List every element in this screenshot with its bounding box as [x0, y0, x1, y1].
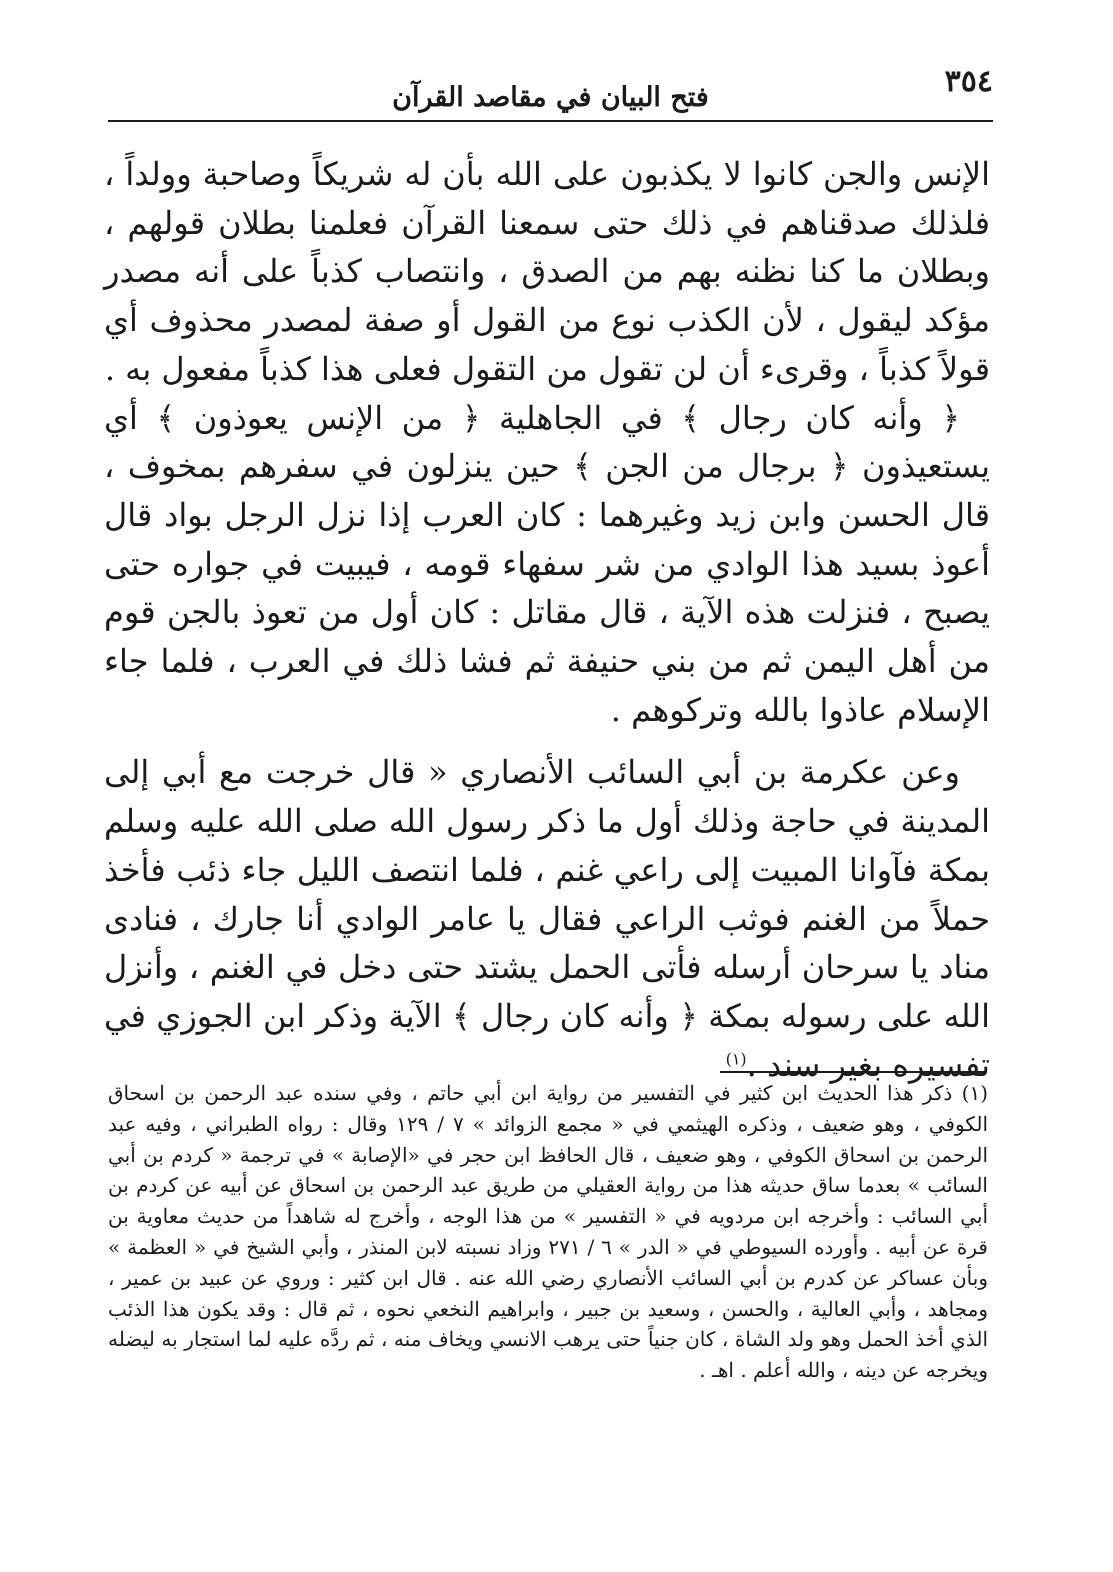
page-header [108, 60, 993, 122]
page-number: ٣٥٤ [944, 64, 993, 99]
book-title: فتح البيان في مقاصد القرآن [392, 82, 709, 113]
main-text [104, 150, 990, 1089]
footnote: (١) ذكر هذا الحديث ابن كثير في التفسير من رواية ابن أبي حاتم ، وفي سنده عبد الرحمن بن اسحاق الكوفي ، وهو ضعيف ، وذكره الهيثمي في « مجمع الزوائد » ٧ / ١٢٩ وقال : رواه الطبراني ، وفيه عبد الرحمن بن اسحاق الكوفي ، وهو ضعيف ، قال الحافظ ابن حجر في «الإصابة » في ترجمة « كردم بن أبي السائب » بعدما ساق حديثه هذا من رواية العقيلي من طريق عبد الرحمن بن اسحاق عن أبيه عن كردم بن أبي السائب : وأخرجه ابن مردويه في « التفسير » من هذا الوجه ، وأخرج له شاهداً من حديث معاوية بن قرة عن أبيه . وأورده السيوطي في « الدر » ٦ / ٢٧١ وزاد نسبته لابن المنذر ، وأبي الشيخ في « العظمة » وبأن عساكر عن كدرم بن أبي السائب الأنصاري رضي الله عنه . قال ابن كثير : وروي عن عبيد بن عمير ، ومجاهد ، وأبي العالية ، والحسن ، وسعيد بن جبير ، وابراهيم النخعي نحوه ، ثم قال : وقد يكون هذا الذئب الذي أخذ الحمل وهو ولد الشاة ، كان جنياً حتى يرهب الانسي ويخاف منه ، ثم ردَّه عليه لما استجار به ليضله ويخرجه عن دينه ، والله أعلم . اهـ . [108, 1081, 989, 1383]
footnote-divider [720, 1071, 986, 1073]
paragraph [104, 748, 990, 1089]
footnote-marker: (١) [725, 1049, 747, 1068]
header-divider [108, 120, 993, 122]
paragraph: ﴿ وأنه كان رجال ﴾ في الجاهلية ﴿ من الإنس يعوذون ﴾ أي يستعيذون ﴿ برجال من الجن ﴾ حين ينزلون في سفرهم بمخوف ، قال الحسن وابن زيد وغيرهما : كان العرب إذا نزل الرجل بواد قال أعوذ بسيد هذا الوادي من شر سفهاء قومه ، فيبيت في جواره حتى يصبح ، فنزلت هذه الآية ، قال مقاتل : كان أول من تعوذ بالجن قوم من أهل اليمن ثم من بني حنيفة ثم فشا ذلك في العرب ، فلما جاء الإسلام عاذوا بالله وتركوهم . [104, 398, 990, 729]
paragraph-text: وعن عكرمة بن أبي السائب الأنصاري « قال خرجت مع أبي إلى المدينة في حاجة وذلك أول ما ذكر رسول الله صلى الله عليه وسلم بمكة فآوانا المبيت إلى راعي غنم ، فلما انتصف الليل جاء ذئب فأخذ حملاً من الغنم فوثب الراعي فقال يا عامر الوادي أنا جارك ، فنادى مناد يا سرحان أرسله فأتى الحمل يشتد حتى دخل في الغنم ، وأنزل الله على رسوله بمكة ﴿ وأنه كان رجال ﴾ الآية وذكر ابن الجوزي في تفسيره بغير سند . [104, 753, 990, 1084]
footnotes [108, 1078, 988, 1386]
paragraph: الإنس والجن كانوا لا يكذبون على الله بأن له شريكاً وصاحبة وولداً ، فلذلك صدقناهم في ذلك حتى سمعنا القرآن فعلمنا بطلان قولهم ، وبطلان ما كنا نظنه بهم من الصدق ، وانتصاب كذباً على أنه مصدر مؤكد ليقول ، لأن الكذب نوع من القول أو صفة لمصدر محذوف أي قولاً كذباً ، وقرىء أن لن تقول من التقول فعلى هذا كذباً مفعول به . [104, 155, 990, 388]
